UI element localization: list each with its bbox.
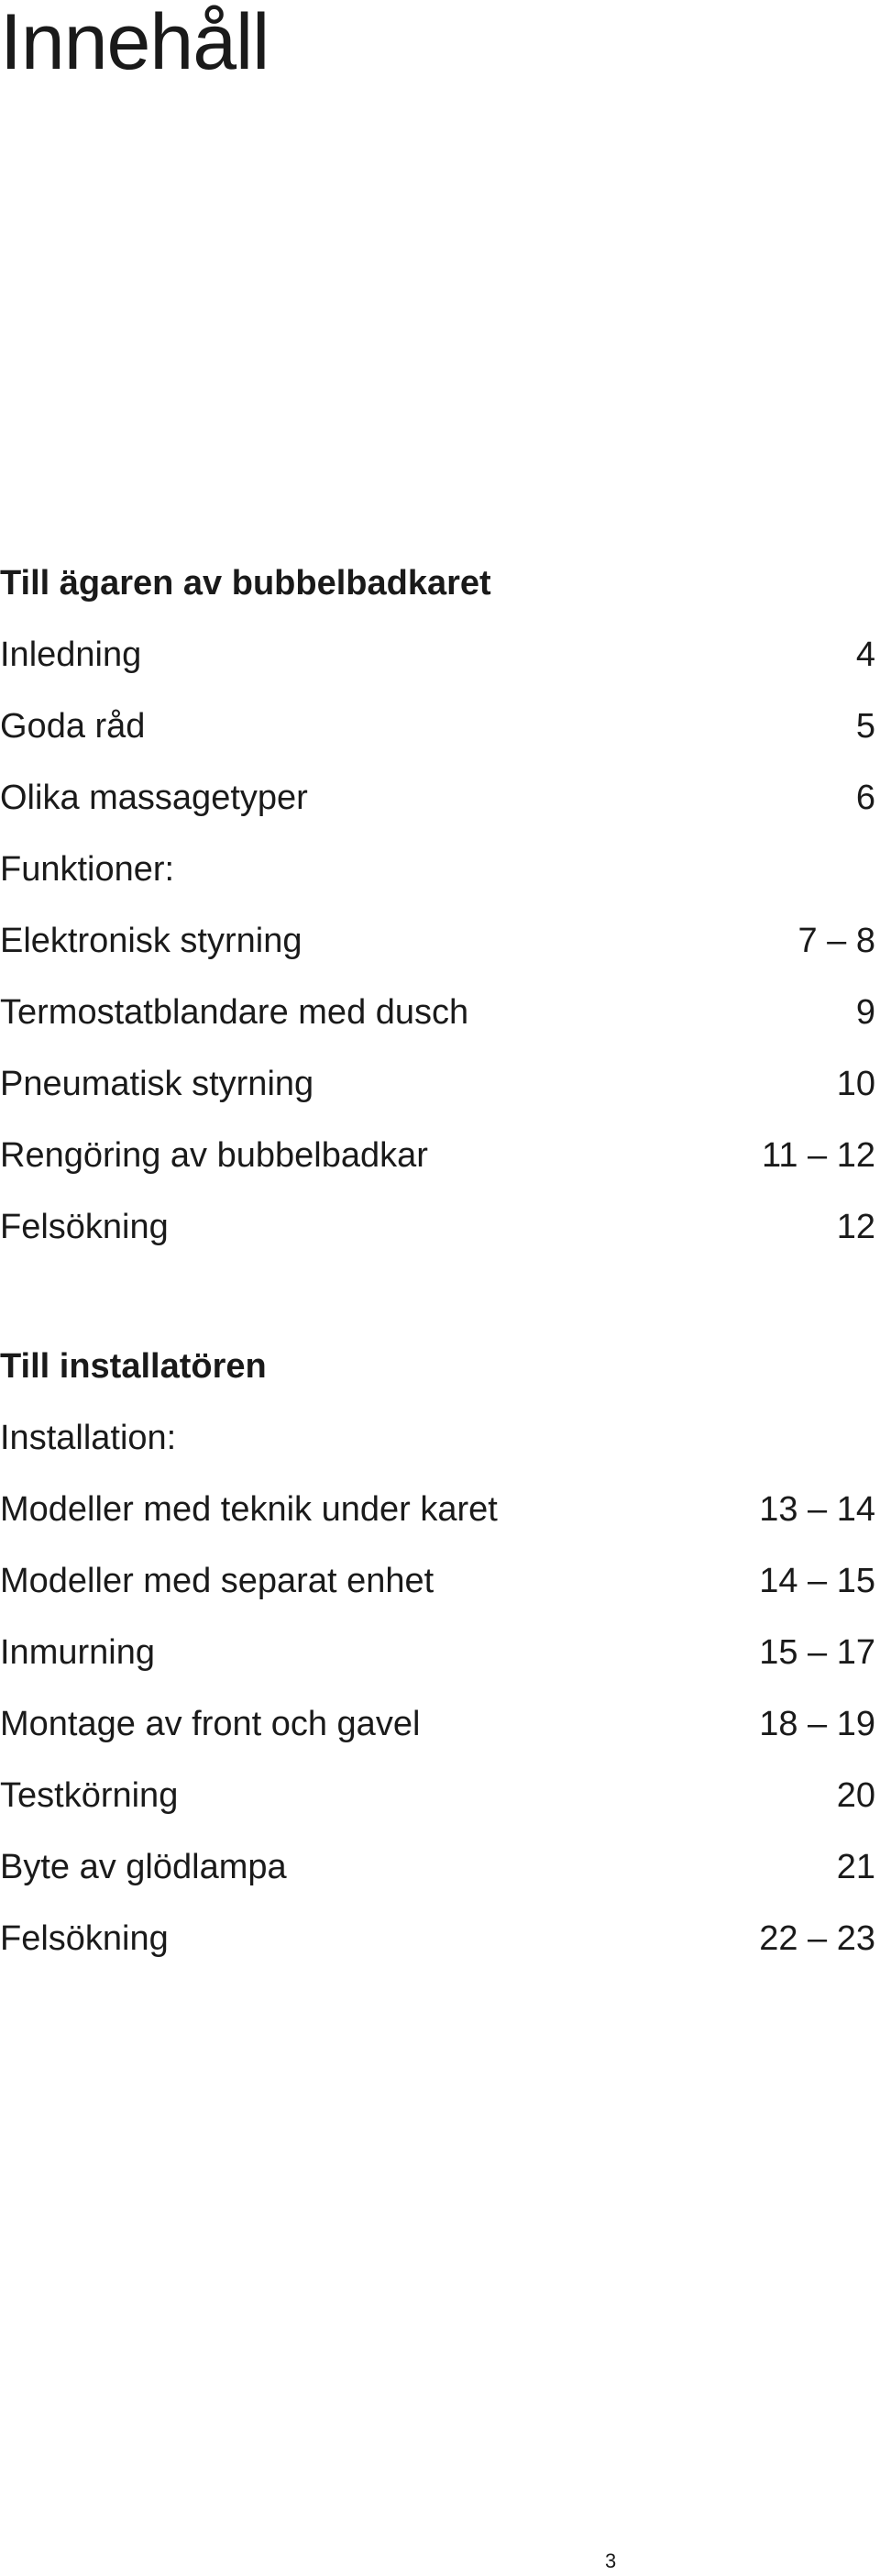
- toc-entry: [0, 1688, 875, 1760]
- toc-entry-pages: 20: [836, 1776, 875, 1815]
- toc-entry-label: Modeller med teknik under karet: [0, 1490, 498, 1529]
- toc-entry: [0, 834, 875, 905]
- toc-entry-label: Felsökning: [0, 1919, 169, 1958]
- toc-entry-label: Inledning: [0, 636, 142, 674]
- toc-entry-pages: 4: [855, 636, 875, 674]
- toc-entry-pages: 14 – 15: [759, 1562, 875, 1600]
- toc-entry-label: Rengöring av bubbelbadkar: [0, 1136, 428, 1175]
- toc-entry-label: Modeller med separat enhet: [0, 1562, 434, 1600]
- section-heading: Till installatören: [0, 1347, 267, 1386]
- toc-entry-pages: 10: [836, 1065, 875, 1103]
- toc-entry-label: Installation:: [0, 1419, 177, 1457]
- toc-entry-pages: 9: [855, 993, 875, 1032]
- toc-entry-label: Olika massagetyper: [0, 779, 308, 817]
- toc-entry: [0, 619, 875, 691]
- toc-entry-label: Elektronisk styrning: [0, 922, 302, 960]
- toc-entry: [0, 1191, 875, 1263]
- toc-section-owner: [0, 547, 875, 1263]
- toc-entry-pages: 5: [855, 707, 875, 746]
- toc-entry-pages: 22 – 23: [759, 1919, 875, 1958]
- page-number: 3: [605, 2549, 617, 2572]
- toc-entry: [0, 1903, 875, 1974]
- toc-entry-pages: 12: [836, 1208, 875, 1246]
- section-heading: Till ägaren av bubbelbadkaret: [0, 564, 491, 603]
- toc-entry-label: Termostatblandare med dusch: [0, 993, 469, 1032]
- toc-entry-label: Felsökning: [0, 1208, 169, 1246]
- toc-entry: [0, 977, 875, 1048]
- toc-entry-pages: 13 – 14: [759, 1490, 875, 1529]
- toc-entry: [0, 762, 875, 834]
- toc-entry-label: Inmurning: [0, 1633, 155, 1672]
- toc-entry-pages: 6: [855, 779, 875, 817]
- toc-entry-label: Byte av glödlampa: [0, 1848, 287, 1886]
- toc-entry-pages: 7 – 8: [798, 922, 875, 960]
- toc-entry: [0, 1831, 875, 1903]
- toc-entry-label: Testkörning: [0, 1776, 179, 1815]
- toc-section-installer: [0, 1331, 875, 1974]
- toc-entry: [0, 691, 875, 762]
- toc-entry-pages: 18 – 19: [759, 1705, 875, 1743]
- toc-entry: [0, 1120, 875, 1191]
- toc-entry: [0, 1402, 875, 1474]
- toc-entry: [0, 1048, 875, 1120]
- toc-entry-pages: 11 – 12: [762, 1136, 875, 1175]
- toc-entry-pages: 21: [836, 1848, 875, 1886]
- toc-entry: [0, 1760, 875, 1831]
- toc-entry-label: Montage av front och gavel: [0, 1705, 421, 1743]
- toc-entry-label: Funktioner:: [0, 850, 175, 889]
- toc-entry-label: Goda råd: [0, 707, 146, 746]
- toc-entry: [0, 1474, 875, 1545]
- toc-entry: [0, 905, 875, 977]
- toc-entry-pages: 15 – 17: [759, 1633, 875, 1672]
- page-title: Innehåll: [0, 0, 270, 86]
- toc-entry: [0, 1545, 875, 1617]
- toc-entry: [0, 1617, 875, 1688]
- toc-entry-label: Pneumatisk styrning: [0, 1065, 314, 1103]
